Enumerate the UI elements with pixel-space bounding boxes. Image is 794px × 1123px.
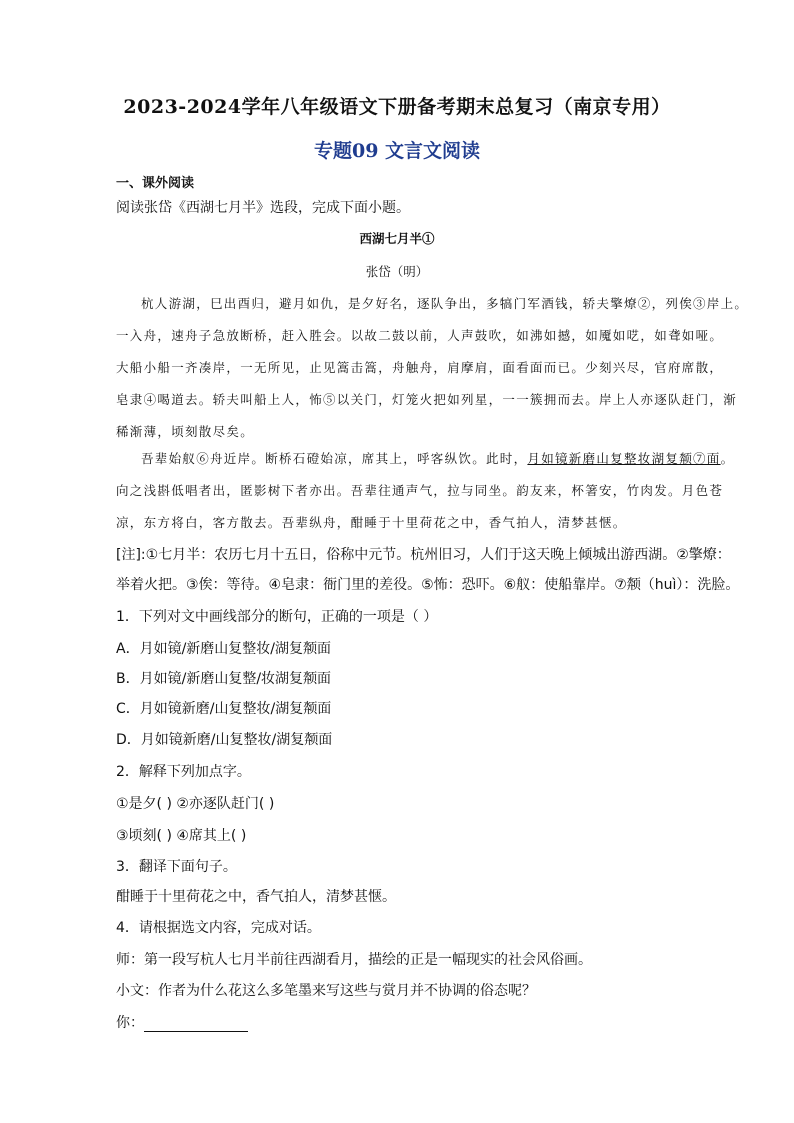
question-3-sentence: 酣睡于十里荷花之中，香气拍人，清梦甚惬。	[116, 889, 396, 905]
dialogue-student: 小文：作者为什么花这么多笔墨来写这些与赏月并不协调的俗态呢？	[116, 983, 536, 999]
underlined-sentence: 月如镜新磨山复整妆湖复颒⑦面	[527, 451, 721, 466]
option-b[interactable]: B．月如镜/新磨山复整/妆湖复颒面	[116, 671, 332, 687]
option-d[interactable]: D．月如镜新磨/山复整妆/湖复颒面	[116, 732, 333, 748]
passage-author: 张岱（明）	[365, 264, 429, 279]
question-4-stem: 4．请根据选文内容，完成对话。	[116, 920, 321, 936]
section-intro: 阅读张岱《西湖七月半》选段，完成下面小题。	[116, 200, 410, 216]
notes-line: 举着火把。③俟：等待。④皂隶：衙门里的差役。⑤怖：恐吓。⑥舣：使船靠岸。⑦颒（huì）：洗脸。	[116, 577, 740, 593]
passage-line	[141, 449, 734, 467]
option-c[interactable]: C．月如镜新磨/山复整妆/湖复颒面	[116, 701, 332, 717]
page-title: 2023-2024学年八年级语文下册备考期末总复习（南京专用）	[123, 96, 671, 118]
passage-line: 向之浅斟低唱者出，匿影树下者亦出。吾辈往通声气，拉与同坐。韵友来，杯箸安，竹肉发。月色苍	[116, 483, 724, 498]
passage-line: 凉，东方将白，客方散去。吾辈纵舟，酣睡于十里荷花之中，香气拍人，清梦甚惬。	[116, 515, 627, 530]
passage-text: 。	[720, 451, 735, 466]
passage-text: 吾辈始舣⑥舟近岸。断桥石磴始凉，席其上，呼客纵饮。此时，	[141, 451, 528, 466]
question-1-stem: 1．下列对文中画线部分的断句，正确的一项是（ ）	[116, 609, 438, 625]
question-2-blanks-row[interactable]: ③顷刻( ) ④席其上( )	[116, 828, 247, 844]
option-a[interactable]: A．月如镜/新磨山复整妆/湖复颒面	[116, 641, 332, 657]
passage-line: 大船小船一齐凑岸，一无所见，止见篙击篙，舟触舟，肩摩肩，面看面而已。少刻兴尽，官府席散，	[116, 360, 724, 375]
dialogue-answer	[116, 1012, 248, 1032]
section-heading: 一、课外阅读	[116, 176, 195, 191]
passage-line: 一入舟，速舟子急放断桥，赶入胜会。以故二鼓以前，人声鼓吹，如沸如撼，如魇如呓，如聋如哑。	[116, 328, 724, 343]
passage-title: 西湖七月半①	[359, 231, 435, 246]
page-subtitle: 专题09 文言文阅读	[313, 140, 481, 162]
passage-line: 稀渐薄，顷刻散尽矣。	[116, 424, 255, 439]
answer-blank[interactable]	[144, 1017, 248, 1032]
question-2-stem: 2．解释下列加点字。	[116, 764, 251, 780]
passage-line: 皂隶④喝道去。轿夫叫船上人，怖⑤以关门，灯笼火把如列星，一一簇拥而去。岸上人亦逐队赶门，渐	[116, 392, 738, 407]
notes-line: [注]:①七月半：农历七月十五日，俗称中元节。杭州旧习，人们于这天晚上倾城出游西湖。②擎燎：	[116, 547, 731, 563]
question-3-stem: 3．翻译下面句子。	[116, 859, 237, 875]
dialogue-teacher: 师：第一段写杭人七月半前往西湖看月，描绘的正是一幅现实的社会风俗画。	[116, 952, 592, 968]
passage-line: 杭人游湖，巳出酉归，避月如仇，是夕好名，逐队争出，多犒门军酒钱，轿夫擎燎②，列俟③岸上。	[141, 296, 749, 311]
answer-label: 你：	[116, 1015, 144, 1031]
question-2-blanks-row[interactable]: ①是夕( ) ②亦逐队赶门( )	[116, 796, 275, 812]
